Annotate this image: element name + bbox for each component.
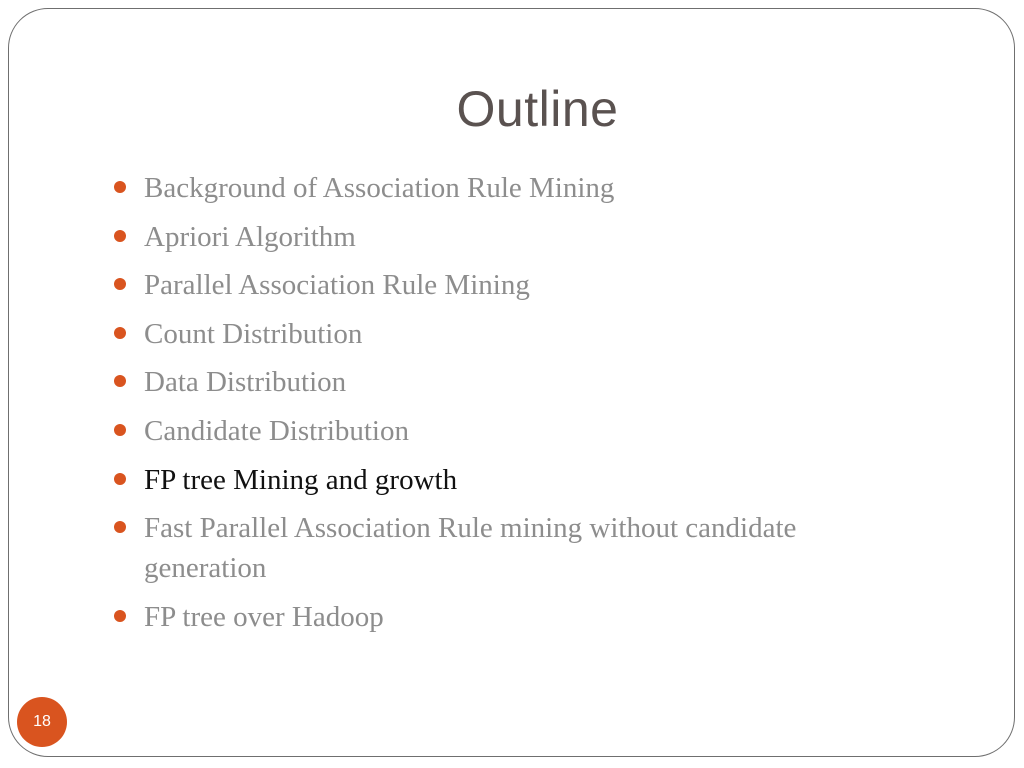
outline-item: [113, 508, 913, 588]
outline-item: [113, 362, 913, 402]
outline-item-text: FP tree Mining and growth: [144, 463, 458, 496]
page-number-badge: 18: [17, 697, 67, 747]
outline-item: [113, 265, 913, 305]
slide-title: Outline: [456, 81, 619, 137]
outline-item: [113, 168, 913, 208]
outline-list: [113, 168, 913, 645]
outline-item-text: Data Distribution: [144, 366, 347, 399]
outline-item-text: FP tree over Hadoop: [144, 600, 384, 633]
outline-item-text: Fast Parallel Association Rule mining without candidate generation: [144, 512, 797, 585]
bullet-dot-icon: [114, 521, 126, 533]
outline-item-text: Apriori Algorithm: [144, 220, 356, 253]
outline-item-text: Candidate Distribution: [144, 414, 409, 447]
bullet-dot-icon: [114, 473, 126, 485]
bullet-dot-icon: [114, 181, 126, 193]
outline-item: [113, 411, 913, 451]
bullet-dot-icon: [114, 424, 126, 436]
outline-item: [113, 597, 913, 637]
outline-item-text: Parallel Association Rule Mining: [144, 269, 530, 302]
outline-item: [113, 217, 913, 257]
outline-item-text: Count Distribution: [144, 317, 363, 350]
bullet-dot-icon: [114, 610, 126, 622]
outline-item: [113, 314, 913, 354]
outline-item-text: Background of Association Rule Mining: [144, 172, 615, 204]
bullet-dot-icon: [114, 327, 126, 339]
bullet-dot-icon: [114, 375, 126, 387]
bullet-dot-icon: [114, 230, 126, 242]
bullet-dot-icon: [114, 278, 126, 290]
outline-item-active: [113, 460, 913, 500]
